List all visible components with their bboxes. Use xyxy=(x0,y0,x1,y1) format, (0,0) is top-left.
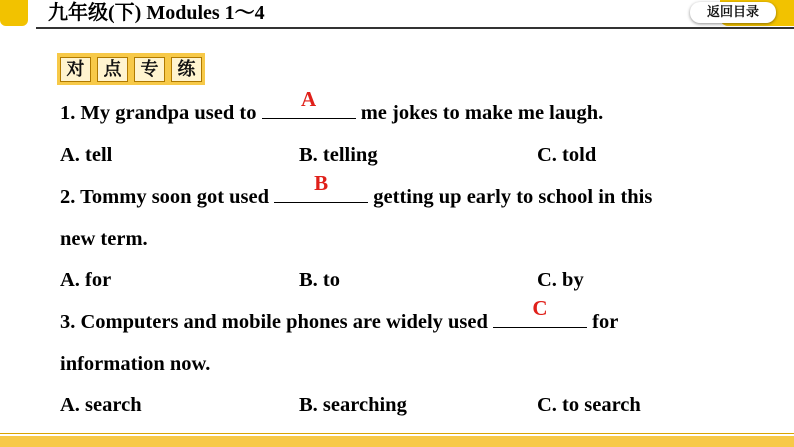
option-a: A. search xyxy=(60,394,142,416)
option-c: C. to search xyxy=(537,394,641,416)
answer-blank xyxy=(262,87,356,119)
option-c: C. by xyxy=(537,269,584,291)
section-badge xyxy=(57,53,205,85)
page-title: 九年级(下) Modules 1～4 xyxy=(48,2,265,24)
option-a: A. for xyxy=(60,269,112,291)
option-b: B. to xyxy=(299,269,340,291)
answer-mark: A xyxy=(301,87,317,111)
footer-divider xyxy=(0,433,794,434)
badge-char: 专 xyxy=(134,57,165,82)
answer-mark: B xyxy=(314,171,329,195)
question-text: getting up early to school in this xyxy=(368,186,653,208)
question-3 xyxy=(60,296,619,335)
question-3-continued: information now. xyxy=(60,353,211,375)
badge-char: 练 xyxy=(171,57,202,82)
option-c: C. told xyxy=(537,144,597,166)
question-text: 2. Tommy soon got used xyxy=(60,186,275,208)
option-b: B. telling xyxy=(299,144,378,166)
question-text: me jokes to make me laugh. xyxy=(355,102,604,124)
header-divider xyxy=(36,27,794,29)
option-b: B. searching xyxy=(299,394,407,416)
answer-mark: C xyxy=(532,296,548,320)
footer-bar xyxy=(0,436,794,447)
option-a: A. tell xyxy=(60,144,113,166)
question-text: 3. Computers and mobile phones are widely used xyxy=(60,311,494,333)
answer-blank xyxy=(274,171,368,203)
question-1 xyxy=(60,87,604,126)
question-text: for xyxy=(587,311,619,333)
badge-char: 对 xyxy=(60,57,91,82)
badge-char: 点 xyxy=(97,57,128,82)
return-to-contents-button[interactable]: 返回目录 xyxy=(690,2,776,23)
question-2 xyxy=(60,171,653,210)
answer-blank xyxy=(493,296,587,328)
question-text: 1. My grandpa used to xyxy=(60,102,262,124)
header-decoration-left xyxy=(0,0,28,26)
question-2-continued: new term. xyxy=(60,228,148,250)
